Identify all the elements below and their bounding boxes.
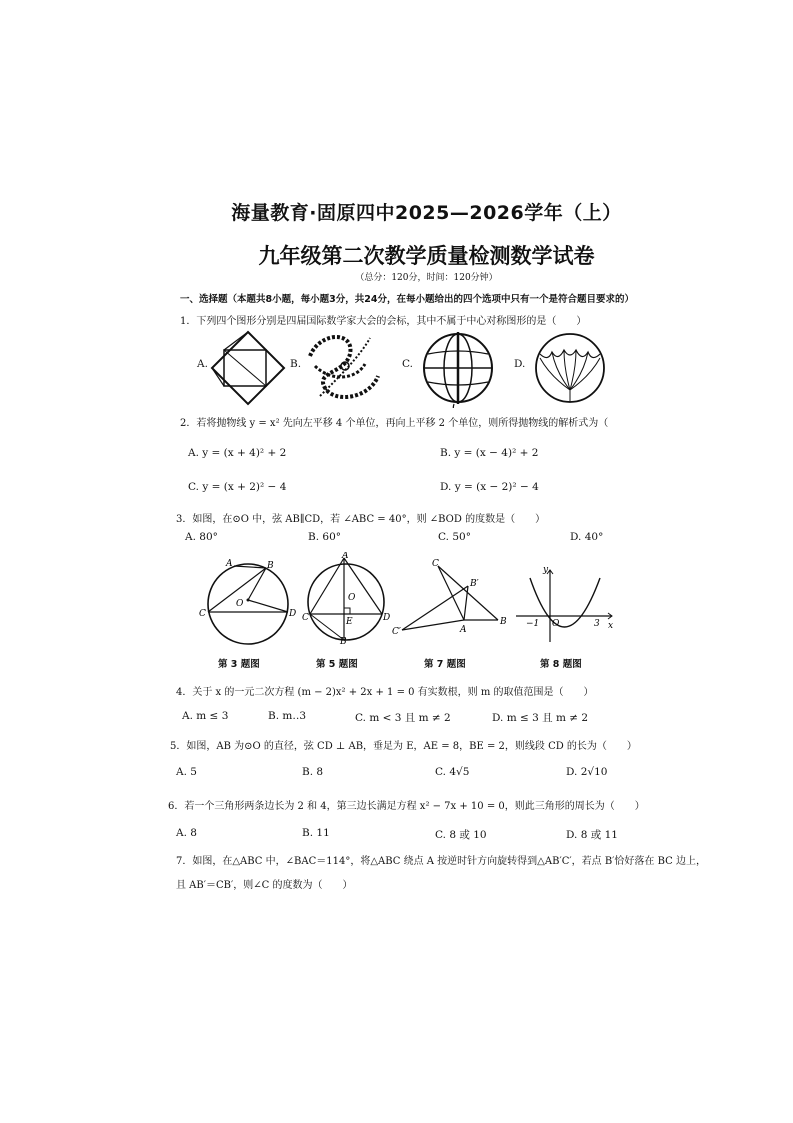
- fig5-label-e: E: [346, 617, 353, 627]
- figure-7-caption: 第 7 题图: [424, 659, 466, 670]
- fig3-label-a: A: [226, 559, 233, 569]
- question-2-stem: 2．若将抛物线 y = x² 先向左平移 4 个单位，再向上平移 2 个单位，则所得抛物线的解析式为（: [180, 418, 609, 429]
- fig5-label-c: C: [302, 613, 309, 623]
- question-1-stem: 1．下列四个图形分别是四届国际数学家大会的会标，其中不属于中心对称图形的是（ ）: [180, 316, 587, 327]
- q1-option-d-label: D.: [514, 358, 526, 370]
- fig7-label-c: C: [432, 559, 439, 569]
- q4-option-b: B. m‥3: [268, 710, 307, 722]
- fig3-label-d: D: [289, 609, 297, 619]
- q1-option-c-label: C.: [402, 358, 413, 370]
- q5-option-d: D. 2√10: [566, 766, 608, 778]
- figure-5-caption: 第 5 题图: [316, 659, 358, 670]
- figure-5-circle-diagram: [300, 552, 392, 644]
- question-5-stem: 5．如图，AB 为⊙O 的直径，弦 CD ⊥ AB，垂足为 E，AE = 8，BE = 2，则线段 CD 的长为（ ）: [170, 741, 637, 752]
- q1-option-b-label: B.: [290, 358, 302, 370]
- figure-7-triangle-diagram: [392, 556, 508, 638]
- fig3-label-b: B: [267, 561, 274, 571]
- fig5-label-a: A: [342, 552, 349, 561]
- fig7-label-b: B: [500, 617, 507, 627]
- q1-option-a-label: A.: [197, 358, 208, 370]
- figure-8-parabola-graph: [512, 564, 616, 644]
- q1-logo-d-fan-icon: [530, 328, 610, 408]
- fig8-label-three: 3: [594, 619, 600, 629]
- exam-title-line2: 九年级第二次教学质量检测数学试卷: [258, 244, 595, 268]
- question-4-stem: 4．关于 x 的一元二次方程 (m − 2)x² + 2x + 1 = 0 有实数根，则 m 的取值范围是（ ）: [176, 687, 594, 698]
- fig3-label-o: O: [236, 599, 244, 609]
- q6-option-a: A. 8: [176, 827, 197, 839]
- q3-option-c: C. 50°: [438, 531, 471, 543]
- q2-option-b: B. y = (x − 4)² + 2: [440, 447, 539, 459]
- q4-option-d: D. m ≤ 3 且 m ≠ 2: [492, 712, 589, 724]
- fig5-label-o: O: [348, 593, 356, 603]
- question-6-stem: 6．若一个三角形两条边长为 2 和 4，第三边长满足方程 x² − 7x + 10 = 0，则此三角形的周长为（ ）: [168, 801, 645, 812]
- fig7-label-c-prime: C′: [392, 627, 401, 637]
- figure-3-caption: 第 3 题图: [218, 659, 260, 670]
- exam-subtitle: （总分：120分，时间：120分钟）: [355, 273, 498, 283]
- figure-3-circle-diagram: [196, 556, 300, 648]
- q2-option-c: C. y = (x + 2)² − 4: [188, 481, 287, 493]
- q2-option-a: A. y = (x + 4)² + 2: [188, 447, 287, 459]
- q3-option-a: A. 80°: [185, 531, 218, 543]
- section-heading: 一、选择题（本题共8小题，每小题3分，共24分，在每小题给出的四个选项中只有一个是符合题目要求的）: [180, 294, 634, 305]
- fig8-label-x: x: [608, 621, 614, 631]
- q1-logo-b-knot-icon: [300, 326, 386, 406]
- q1-logo-c-globe-icon: [418, 328, 498, 408]
- q4-option-a: A. m ≤ 3: [182, 710, 229, 722]
- fig8-label-y: y: [543, 565, 549, 575]
- q6-option-c: C. 8 或 10: [435, 829, 487, 841]
- q1-logo-a-pinwheel-icon: [208, 328, 288, 408]
- q5-option-c: C. 4√5: [435, 766, 470, 778]
- q3-option-b: B. 60°: [308, 531, 342, 543]
- q6-option-b: B. 11: [302, 827, 330, 839]
- exam-title-line1: 海量教育·固原四中2025—2026学年（上）: [231, 202, 622, 224]
- question-7-stem-line2: 且 AB′＝CB′，则∠C 的度数为（ ）: [176, 880, 353, 891]
- figure-8-caption: 第 8 题图: [540, 659, 582, 670]
- q6-option-d: D. 8 或 11: [566, 829, 618, 841]
- fig5-label-b: B: [340, 637, 347, 644]
- fig7-label-a: A: [460, 625, 467, 635]
- q2-option-d: D. y = (x − 2)² − 4: [440, 481, 539, 493]
- q5-option-a: A. 5: [176, 766, 197, 778]
- question-3-stem: 3．如图，在⊙O 中，弦 AB∥CD，若 ∠ABC = 40°，则 ∠BOD 的度数是（ ）: [176, 514, 546, 525]
- question-7-stem-line1: 7．如图，在△ABC 中，∠BAC＝114°，将△ABC 绕点 A 按逆时针方向旋转得到△AB′C′，若点 B′恰好落在 BC 边上，: [176, 856, 706, 867]
- q4-option-c: C. m < 3 且 m ≠ 2: [355, 712, 451, 724]
- q5-option-b: B. 8: [302, 766, 324, 778]
- q3-option-d: D. 40°: [570, 531, 604, 543]
- fig8-label-minus-one: −1: [526, 619, 540, 629]
- fig7-label-b-prime: B′: [470, 579, 479, 589]
- fig5-label-d: D: [383, 613, 391, 623]
- fig8-label-o: O: [552, 619, 560, 629]
- fig3-label-c: C: [199, 609, 206, 619]
